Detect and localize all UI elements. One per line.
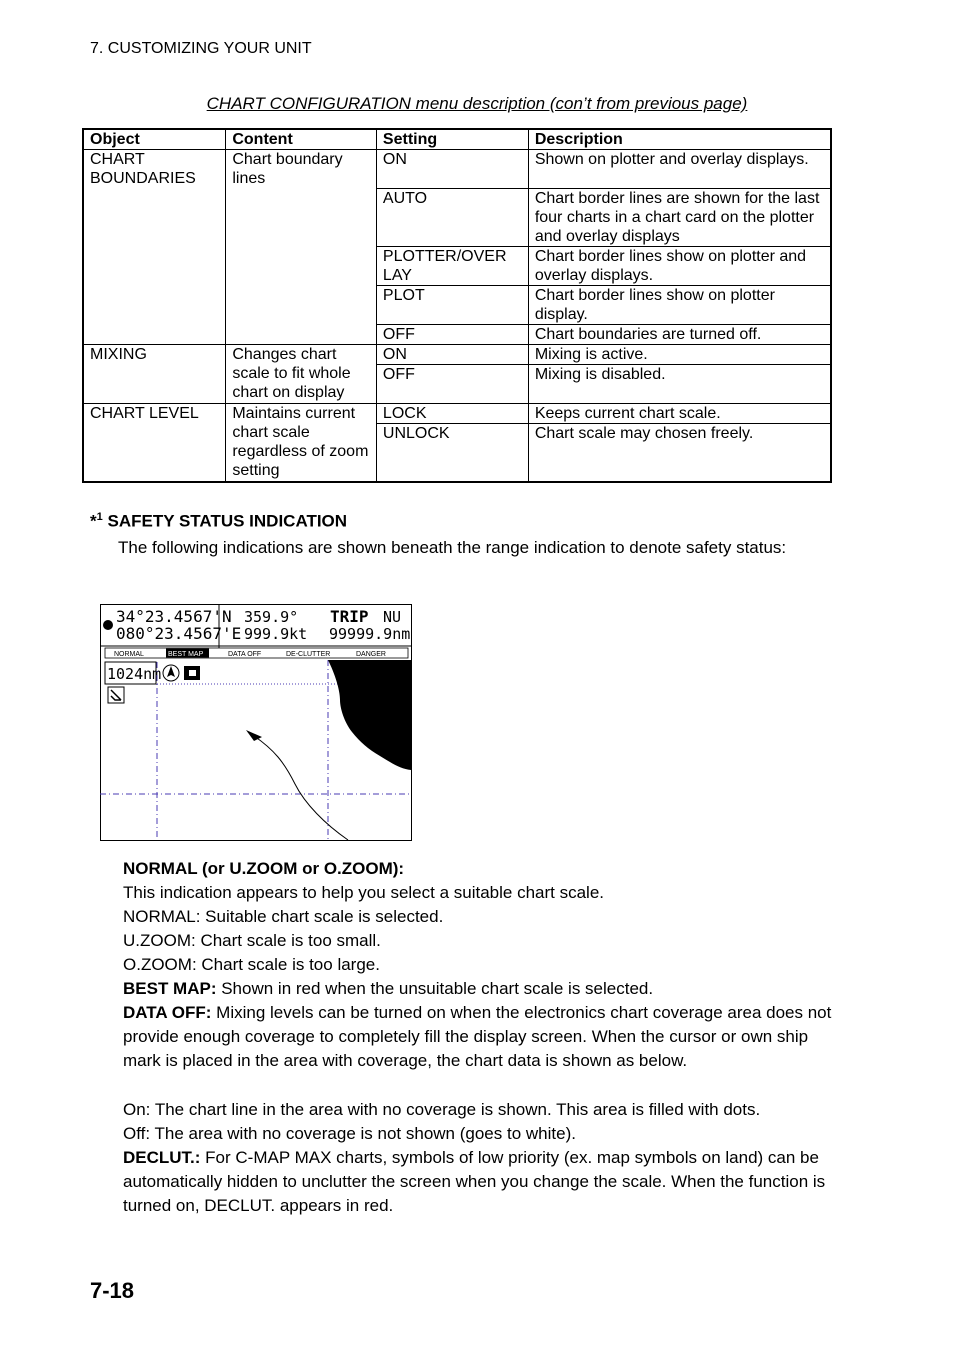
footnote-number: 1 <box>96 511 103 523</box>
ozoom-line: O.ZOOM: Chart scale is too large. <box>123 955 380 974</box>
object-cell: CHART BOUNDARIES <box>83 150 226 345</box>
description-cell: Keeps current chart scale. <box>528 404 831 424</box>
column-header: Object <box>83 129 226 150</box>
status-normal: NORMAL <box>114 651 144 658</box>
range-readout: 1024nm <box>107 665 162 683</box>
own-ship-dot-icon <box>103 620 113 630</box>
declut-term: DECLUT.: <box>123 1148 201 1167</box>
footnote-marker: * <box>90 511 97 531</box>
normal-heading <box>123 857 839 881</box>
trip-unit: NU <box>383 608 402 626</box>
heading-text: SAFETY STATUS INDICATION <box>107 511 348 531</box>
object-cell: CHART LEVEL <box>83 404 226 483</box>
description-cell: Mixing is disabled. <box>528 365 831 404</box>
setting-cell: AUTO <box>376 189 528 247</box>
description-cell: Chart boundaries are turned off. <box>528 325 831 345</box>
declut-text: For C-MAP MAX charts, symbols of low priority (ex. map symbols on land) can be automatically hidden to unclutter the screen when you change the scale. When the function is turned on, DECLUT. appears in red. <box>123 1148 826 1215</box>
description-cell: Mixing is active. <box>528 345 831 365</box>
setting-cell: ON <box>376 150 528 189</box>
status-best-map: BEST MAP <box>168 651 204 658</box>
declut-paragraph <box>123 1146 839 1218</box>
status-danger: DANGER <box>356 651 386 658</box>
normal-description: This indication appears to help you select a suitable chart scale. <box>123 883 604 902</box>
description-cell: Chart border lines are shown for the last four charts in a chart card on the plotter and overlay displays <box>528 189 831 247</box>
table-row <box>83 404 831 424</box>
setting-cell: ON <box>376 345 528 365</box>
description-cell: Chart scale may chosen freely. <box>528 424 831 483</box>
table-row <box>83 345 831 365</box>
normal-line: NORMAL: Suitable chart scale is selected. <box>123 907 444 926</box>
description-cell: Chart border lines show on plotter and overlay displays. <box>528 247 831 286</box>
column-header: Content <box>226 129 377 150</box>
status-de-clutter: DE-CLUTTER <box>286 651 331 658</box>
object-cell: MIXING <box>83 345 226 404</box>
description-cell: Chart border lines show on plotter display. <box>528 286 831 325</box>
setting-cell: LOCK <box>376 404 528 424</box>
setting-cell: OFF <box>376 365 528 404</box>
uzoom-line: U.ZOOM: Chart scale is too small. <box>123 931 381 950</box>
data-off-paragraph <box>123 1001 839 1073</box>
column-header: Setting <box>376 129 528 150</box>
latitude-readout: 34°23.4567'N <box>116 607 232 626</box>
column-header: Description <box>528 129 831 150</box>
running-head: 7. CUSTOMIZING YOUR UNIT <box>90 40 312 57</box>
setting-cell: UNLOCK <box>376 424 528 483</box>
best-map-text: Shown in red when the unsuitable chart scale is selected. <box>216 979 654 998</box>
safety-intro-text: The following indications are shown beneath the range indication to denote safety status: <box>118 538 787 557</box>
content-cell: Maintains current chart scale regardless of zoom setting <box>226 404 377 483</box>
table-caption: CHART CONFIGURATION menu description (con’t from previous page) <box>206 94 748 113</box>
off-line: Off: The area with no coverage is not shown (goes to white). <box>123 1124 576 1143</box>
content-cell: Chart boundary lines <box>226 150 377 345</box>
setting-cell: OFF <box>376 325 528 345</box>
content-cell: Changes chart scale to fit whole chart on display <box>226 345 377 404</box>
trip-value: 99999.9nm <box>329 625 411 643</box>
on-line: On: The chart line in the area with no coverage is shown. This area is filled with dots. <box>123 1100 761 1119</box>
safety-status-heading <box>90 511 347 532</box>
longitude-readout: 080°23.4567'E <box>116 624 242 643</box>
status-data-off: DATA OFF <box>228 651 262 658</box>
best-map-paragraph <box>123 977 839 1001</box>
data-off-text: Mixing levels can be turned on when the electronics chart coverage area does not provide enough coverage to completely fill the display screen. When the cursor or own ship mark is placed in the area with coverage, the chart data is shown as below. <box>123 1003 832 1070</box>
table-row <box>83 150 831 189</box>
course-readout: 359.9° <box>244 608 299 626</box>
chart-configuration-table <box>82 128 832 483</box>
plotter-screen-figure <box>100 604 413 844</box>
description-cell: Shown on plotter and overlay displays. <box>528 150 831 189</box>
speed-readout: 999.9kt <box>244 625 308 643</box>
setting-cell: PLOT <box>376 286 528 325</box>
normal-heading-text: NORMAL (or U.ZOOM or O.ZOOM): <box>123 859 405 878</box>
chart-mode-icon-inner <box>189 670 196 676</box>
best-map-term: BEST MAP: <box>123 979 217 998</box>
page-number: 7-18 <box>90 1278 135 1303</box>
data-off-term: DATA OFF: <box>123 1003 212 1022</box>
trip-label: TRIP <box>330 607 369 626</box>
setting-cell: PLOTTER/OVER LAY <box>376 247 528 286</box>
table-header-row <box>83 129 831 150</box>
